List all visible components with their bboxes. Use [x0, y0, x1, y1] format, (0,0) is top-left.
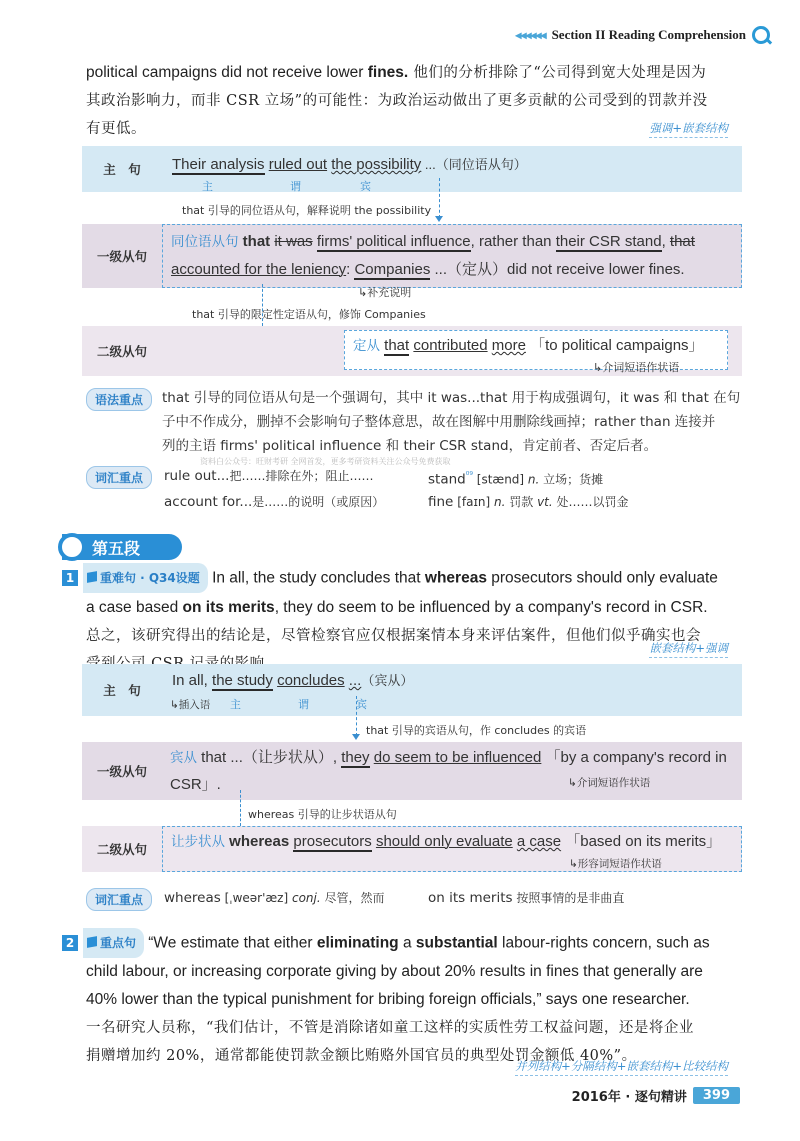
row-label: 主 句 [103, 683, 141, 698]
footer-label: 2016年 · 逐句精讲 [571, 1090, 687, 1105]
structure-tag: 嵌套结构+强调 [649, 640, 728, 658]
flag-icon [87, 571, 97, 583]
vocab-item: rule out...把……排除在外；阻止…… [164, 468, 374, 484]
row-label: 主 句 [103, 162, 141, 177]
sentence-1: 1 重难句 · Q34设题 In all, the study concludes that whereas prosecutors should only evaluate a case based on its merits, they do seem to be influenced by a company's record in CSR. 总之，该研究得出的结论是，尽管检察官应仅根据案情本身来评估案件，但他们似乎确实也会 [62, 563, 752, 678]
section-heading: 第五段 [62, 534, 182, 560]
connector-line [439, 178, 440, 218]
vocab-item: on its merits 按照事情的是非曲直 [428, 890, 625, 906]
vocab-item: account for...是……的说明（或原因） [164, 494, 385, 510]
grammar-note: that 引导的同位语从句是一个强调句，其中 it was...that 用于构成强调句，it was 和 that 在句 子中不作成分，删掉不会影响句子整体意思，故在图解中用删除线画掉；rather than 连接并 列的主语 firms' political influence 和 their CSR stand，肯定前者、否定后者。 [162, 390, 741, 454]
flag-icon [87, 936, 97, 948]
vocab-item: fine [faɪn] n. 罚款 vt. 处……以罚金 [428, 494, 629, 510]
level1-clause-row: 一级从句 宾从 that ...（让步状从）, they do seem to be influenced 「by a company's record in CSR」. ↳介词短语作状语 [82, 742, 742, 800]
sentence-number: 2 [62, 935, 78, 951]
main-clause-row: 主 句 In all, the study concludes ...（宾从） ↳插入语 主 谓 宾 [82, 664, 742, 716]
annotation-note: that 引导的限定性定语从句，修饰 Companies [192, 308, 426, 321]
level1-clause-row: 一级从句 同位语从句 that it was firms' political influence, rather than their CSR stand, that accounted for the leniency: Companies ...（定从）did not receive lower fines. [82, 224, 742, 288]
annotation-note: whereas 引导的让步状语从句 [248, 808, 397, 821]
page-footer [572, 1086, 740, 1105]
magnifier-q-icon [752, 26, 770, 44]
connector-line [262, 284, 263, 326]
page-number: 399 [693, 1087, 740, 1104]
top-paragraph: political campaigns did not receive lower fines. 他们的分析排除了“公司得到宽大处理是因为 其政治影响力，而非 CSR 立场”的可能性：为政治运动做出了更多贡献的公司受到的罚款并没 有更低。 [86, 64, 708, 137]
grammar-badge: 语法重点 [86, 388, 152, 411]
row-label: 一级从句 [96, 249, 147, 264]
key-sentence-flag: 重难句 · Q34设题 [83, 563, 208, 593]
vocab-badge: 词汇重点 [86, 888, 152, 911]
structure-tag: 并列结构+分隔结构+嵌套结构+比较结构 [515, 1058, 728, 1076]
level2-clause-row: 二级从句 让步状从 whereas prosecutors should only evaluate a case 「based on its merits」 ↳形容词短语作状语 [82, 826, 742, 872]
header-title: Section II Reading Comprehension [551, 27, 746, 42]
vocab-badge: 词汇重点 [86, 466, 152, 489]
connector-line [356, 696, 357, 736]
main-clause-row: 主 句 Their analysis ruled out the possibility ...（同位语从句） 主 谓 宾 [82, 146, 742, 192]
arrow-down-icon [435, 216, 443, 222]
annotation-note: ↳补充说明 [358, 286, 412, 299]
connector-line [240, 790, 241, 826]
sentence-2: 2 重点句 “We estimate that either eliminating a substantial labour-rights concern, such as child labour, or increasing corporate giving by about 20% results in fines that generally are 40% lower than the typical punishment for bribing foreign officials,” says one researcher. 一名研究人员称，“我们估计，不管是消除诸如童工这样的实质性劳工权益问题，还是将企业 捐赠增加约 20%，通常都能使罚款金额比贿赂外国官员的典型处罚金额低 40%”。 [62, 928, 752, 1070]
running-header [515, 26, 770, 44]
arrow-down-icon [352, 734, 360, 740]
row-label: 二级从句 [96, 842, 147, 857]
watermark: 资料白公众号：旺财考研 全网首发，更多考研资料关注公众号免费获取 [200, 457, 451, 466]
row-label: 二级从句 [96, 344, 147, 359]
magnifier-q-icon [58, 533, 86, 561]
vocab-item: whereas [ˌweər'æz] conj. 尽管，然而 [164, 890, 385, 906]
sentence-number: 1 [62, 570, 78, 586]
structure-tag: 强调+嵌套结构 [649, 120, 728, 138]
level2-clause-row: 二级从句 定从 that contributed more 「to political campaigns」 ↳介词短语作状语 [82, 326, 742, 376]
annotation-note: that 引导的宾语从句，作 concludes 的宾语 [366, 724, 587, 737]
vocab-item: stand$^{^{09}}$ [stænd] n. 立场；货摊 [428, 471, 604, 488]
row-label: 一级从句 [96, 764, 147, 779]
arrows-decoration: ◂◂◂◂◂◂ [515, 27, 546, 42]
annotation-note: that 引导的同位语从句，解释说明 the possibility [182, 204, 432, 217]
key-sentence-flag: 重点句 [83, 928, 144, 958]
